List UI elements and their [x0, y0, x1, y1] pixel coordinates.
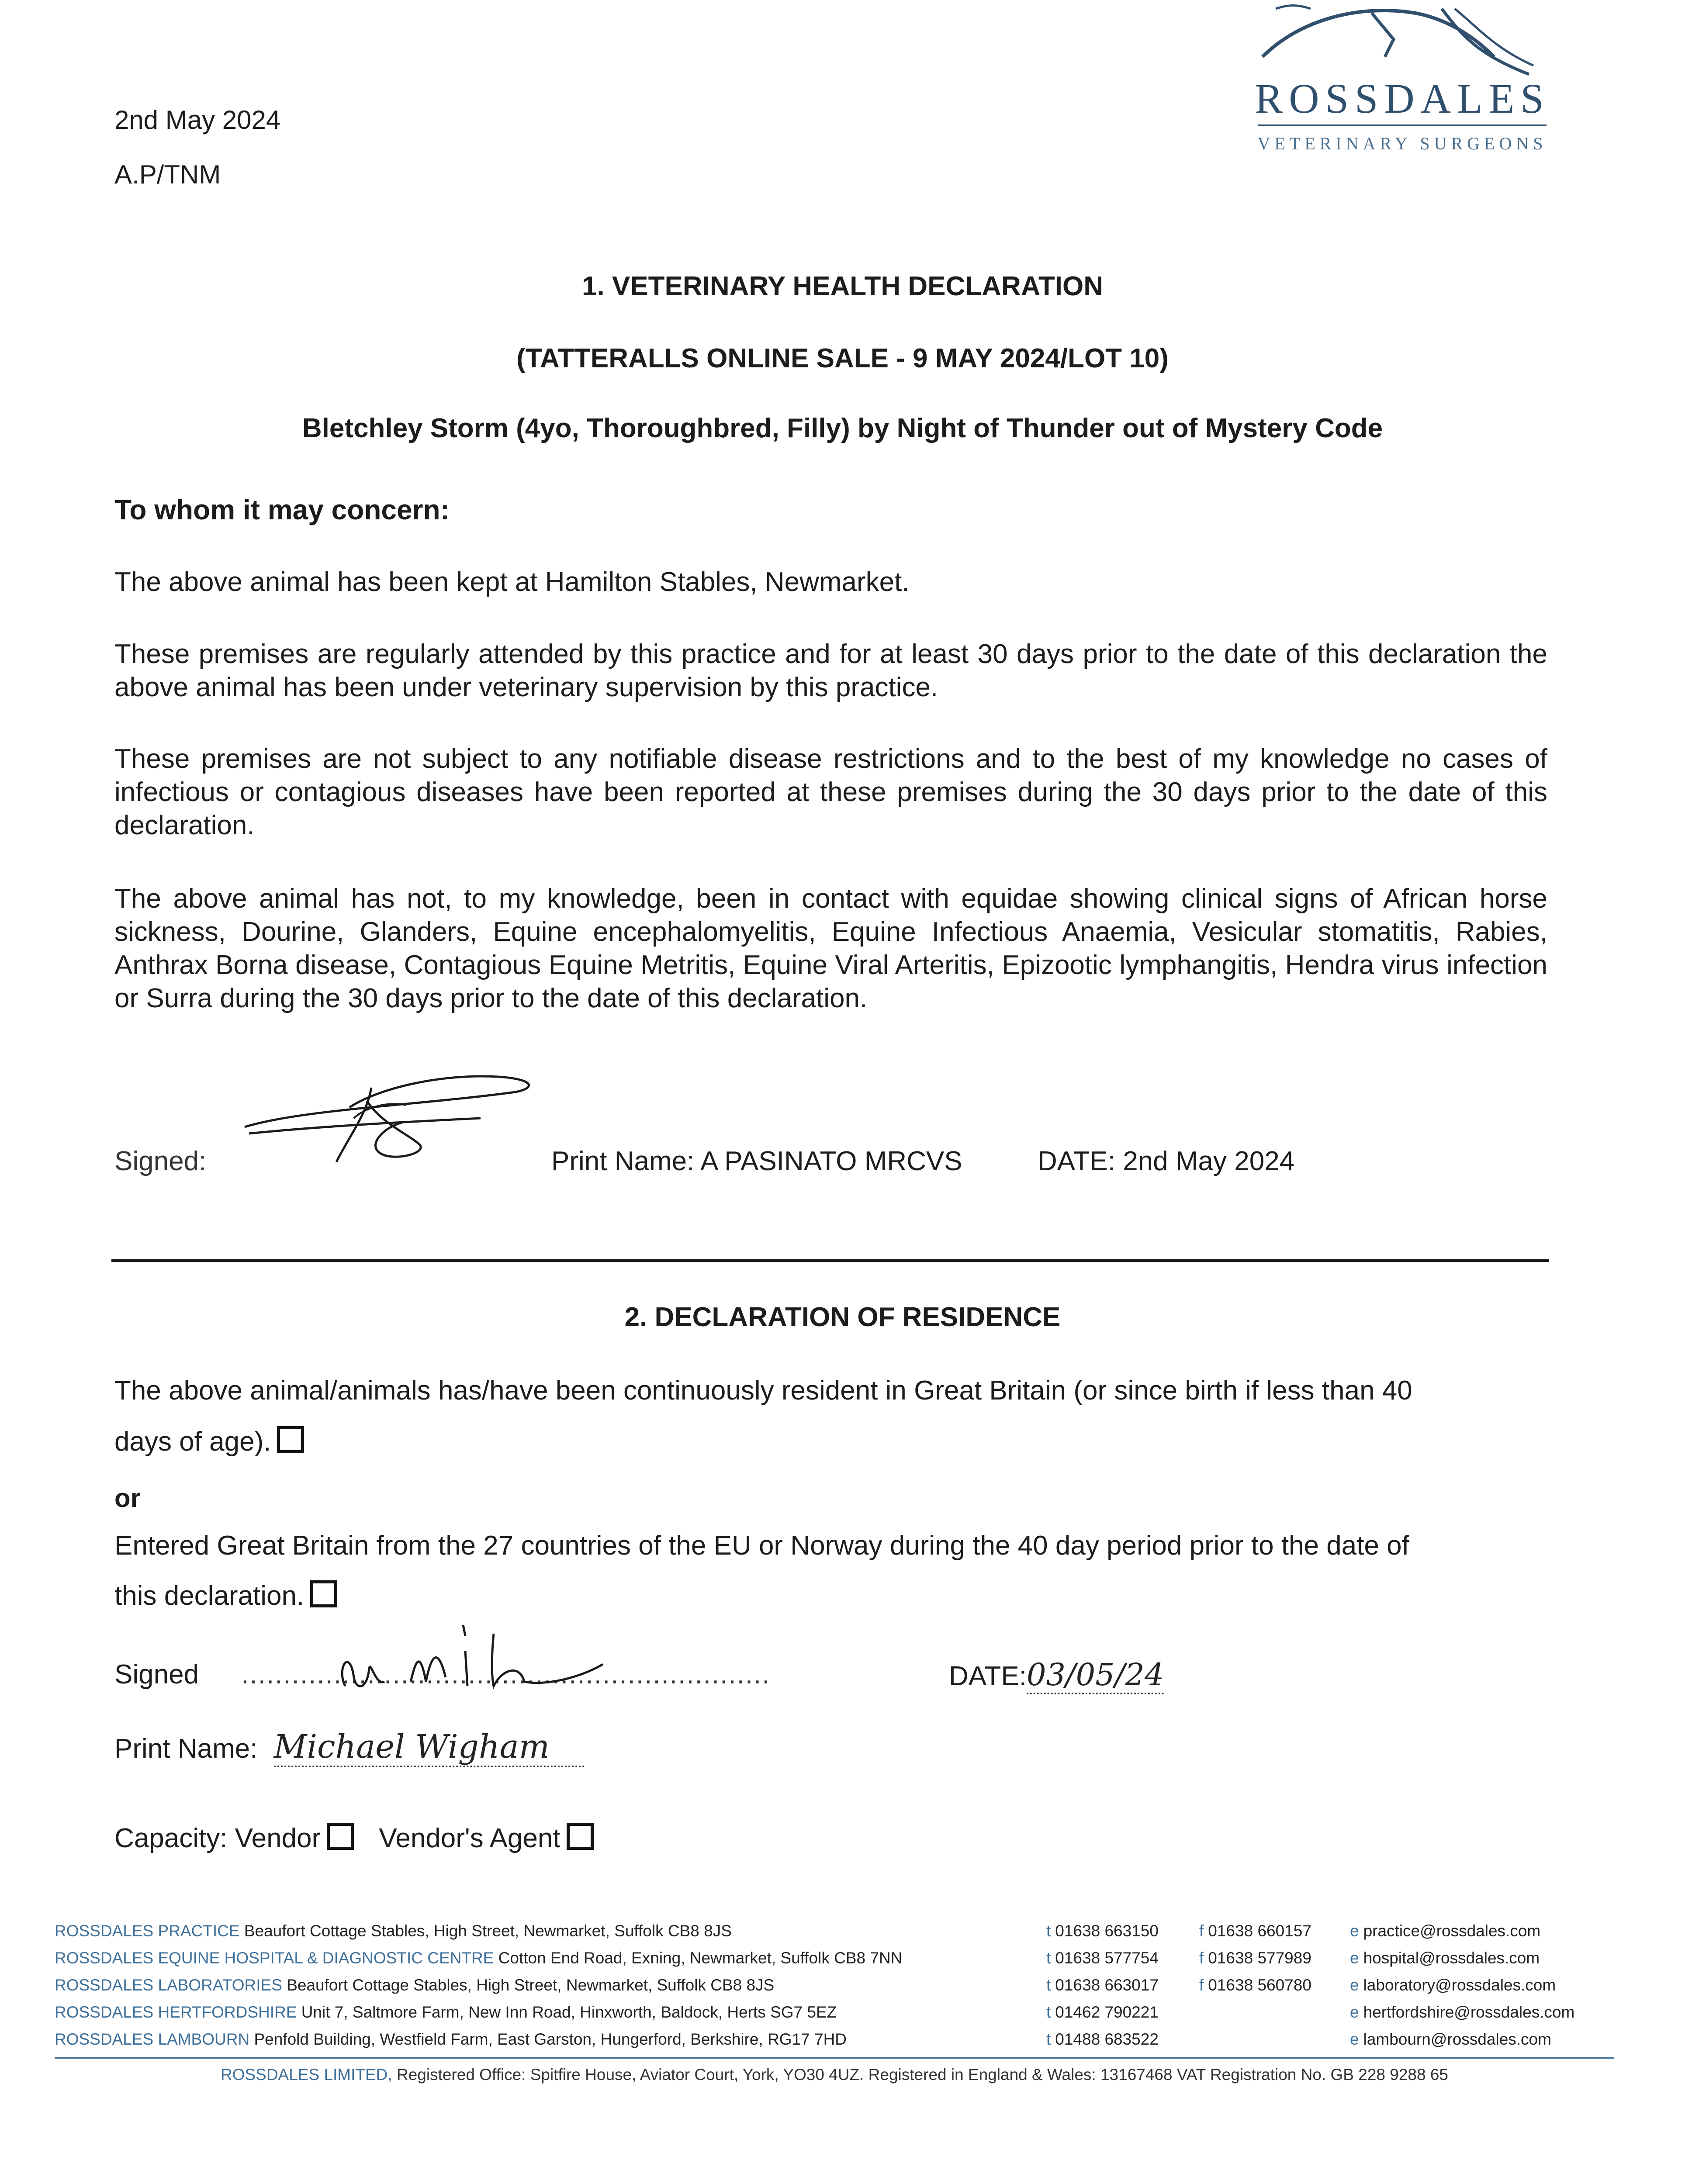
vet-signature: [236, 1061, 550, 1175]
paragraph-supervision: These premises are regularly attended by this practice and for at least 30 days prior to the date of this declaration the above animal has been under veterinary supervision by this practice.: [114, 639, 1547, 702]
footer-row: [55, 1999, 1614, 2026]
residence-option1-row: [114, 1425, 304, 1459]
vendor-print-name-value[interactable]: Michael Wigham: [274, 1728, 585, 1767]
or-label: or: [114, 1483, 141, 1513]
residence-option1-text: The above animal/animals has/have been continuously resident in Great Britain (or since birth if less than 40: [114, 1375, 1412, 1406]
vendor-date-label: DATE:: [949, 1661, 1027, 1691]
footer-fax: f 01638 577989: [1199, 1949, 1311, 1967]
footer-email[interactable]: e laboratory@rossdales.com: [1350, 1976, 1556, 1994]
capacity-vendor-checkbox[interactable]: [327, 1823, 354, 1850]
footer-divider: [55, 2057, 1614, 2059]
rossdales-logo: [1249, 0, 1555, 166]
footer-address: ROSSDALES EQUINE HOSPITAL & DIAGNOSTIC CENTRE Cotton End Road, Exning, Newmarket, Suffolk CB8 7NN: [55, 1949, 903, 1967]
residence-option2-text-end: this declaration.: [114, 1581, 304, 1611]
registered-office: [55, 2062, 1614, 2088]
paragraph-no-restrictions: These premises are not subject to any notifiable disease restrictions and to the best of my knowledge no cases of infectious or contagious diseases have been reported at these premises during the 30 days prior to the date of this declaration.: [114, 744, 1547, 840]
residence-option1-checkbox[interactable]: [277, 1426, 304, 1453]
horse-description: Bletchley Storm (4yo, Thoroughbred, Filly) by Night of Thunder out of Mystery Code: [302, 413, 1383, 443]
footer-row: [55, 1945, 1614, 1972]
vendor-signature-line[interactable]: ...............................................................: [241, 1659, 771, 1690]
vendor-signature: [319, 1616, 616, 1699]
registered-details: Registered Office: Spitfire House, Aviator Court, York, YO30 4UZ. Registered in England & Wales: 13167468 VAT Registration No. GB 228 9288 65: [396, 2066, 1449, 2084]
footer-address: ROSSDALES LABORATORIES Beaufort Cottage Stables, High Street, Newmarket, Suffolk CB8 8JS: [55, 1976, 775, 1994]
vet-print-name: Print Name: A PASINATO MRCVS: [551, 1146, 962, 1176]
paragraph-kept-at: The above animal has been kept at Hamilton Stables, Newmarket.: [114, 567, 910, 597]
letter-date: 2nd May 2024: [114, 105, 281, 135]
letter-reference: A.P/TNM: [114, 160, 221, 189]
footer-phone: t 01462 790221: [1046, 2003, 1159, 2021]
footer-phone: t 01638 663150: [1046, 1922, 1159, 1940]
capacity-vendor-label: Capacity: Vendor: [114, 1823, 321, 1853]
section2-title: 2. DECLARATION OF RESIDENCE: [624, 1302, 1061, 1332]
footer-address: ROSSDALES LAMBOURN Penfold Building, Westfield Farm, East Garston, Hungerford, Berkshire, RG17 7HD: [55, 2030, 847, 2048]
section-divider: [111, 1259, 1549, 1262]
section1-subtitle: (TATTERALLS ONLINE SALE - 9 MAY 2024/LOT 10): [516, 343, 1169, 373]
footer-email[interactable]: e practice@rossdales.com: [1350, 1922, 1541, 1940]
vendor-date-row: [949, 1658, 1164, 1693]
footer-phone: t 01638 577754: [1046, 1949, 1159, 1967]
capacity-row: [114, 1821, 594, 1856]
footer-phone: t 01488 683522: [1046, 2030, 1159, 2048]
residence-option2-row: [114, 1579, 337, 1613]
footer-email[interactable]: e lambourn@rossdales.com: [1350, 2030, 1551, 2048]
logo-divider: [1258, 124, 1547, 126]
footer-row: [55, 2026, 1614, 2053]
footer-address: ROSSDALES PRACTICE Beaufort Cottage Stables, High Street, Newmarket, Suffolk CB8 8JS: [55, 1922, 732, 1940]
footer-fax: f 01638 560780: [1199, 1976, 1311, 1994]
salutation: To whom it may concern:: [114, 494, 450, 525]
vendor-signed-label: Signed: [114, 1659, 199, 1690]
footer-contacts: [55, 1918, 1614, 2053]
footer-row: [55, 1918, 1614, 1945]
logo-name: ROSSDALES: [1255, 75, 1550, 122]
residence-option2-text: Entered Great Britain from the 27 countries of the EU or Norway during the 40 day period prior to the date of: [114, 1531, 1409, 1561]
footer-email[interactable]: e hospital@rossdales.com: [1350, 1949, 1540, 1967]
residence-option2-checkbox[interactable]: [310, 1580, 337, 1607]
footer-fax: f 01638 660157: [1199, 1922, 1311, 1940]
vendor-date-value[interactable]: 03/05/24: [1027, 1657, 1164, 1694]
vet-date: DATE: 2nd May 2024: [1038, 1146, 1295, 1176]
footer-phone: t 01638 663017: [1046, 1976, 1159, 1994]
capacity-agent-label: Vendor's Agent: [379, 1823, 561, 1853]
footer-address: ROSSDALES HERTFORDSHIRE Unit 7, Saltmore Farm, New Inn Road, Hinxworth, Baldock, Herts SG7 5EZ: [55, 2003, 837, 2021]
footer-row: [55, 1972, 1614, 1999]
vendor-print-name-row: [114, 1730, 585, 1766]
vendor-print-name-label: Print Name:: [114, 1734, 258, 1764]
capacity-agent-checkbox[interactable]: [567, 1823, 594, 1850]
paragraph-no-contact: The above animal has not, to my knowledge, been in contact with equidae showing clinical signs of African horse sickness, Dourine, Glanders, Equine encephalomyelitis, Equine Infectious Anaemia, Vesicular stomatitis, Rabies, Anthrax Borna disease, Contagious Equine Metritis, Equine Viral Arteritis, Epizootic lymphangitis, Hendra virus infection or Surra during the 30 days prior to the date of this declaration.: [114, 884, 1547, 1013]
section1-title: 1. VETERINARY HEALTH DECLARATION: [582, 271, 1103, 301]
residence-option1-text-end: days of age).: [114, 1427, 271, 1457]
registered-company: ROSSDALES LIMITED,: [220, 2066, 392, 2084]
vet-signed-label: Signed:: [114, 1146, 207, 1176]
logo-tagline: VETERINARY SURGEONS: [1257, 134, 1547, 153]
footer-email[interactable]: e hertfordshire@rossdales.com: [1350, 2003, 1575, 2021]
